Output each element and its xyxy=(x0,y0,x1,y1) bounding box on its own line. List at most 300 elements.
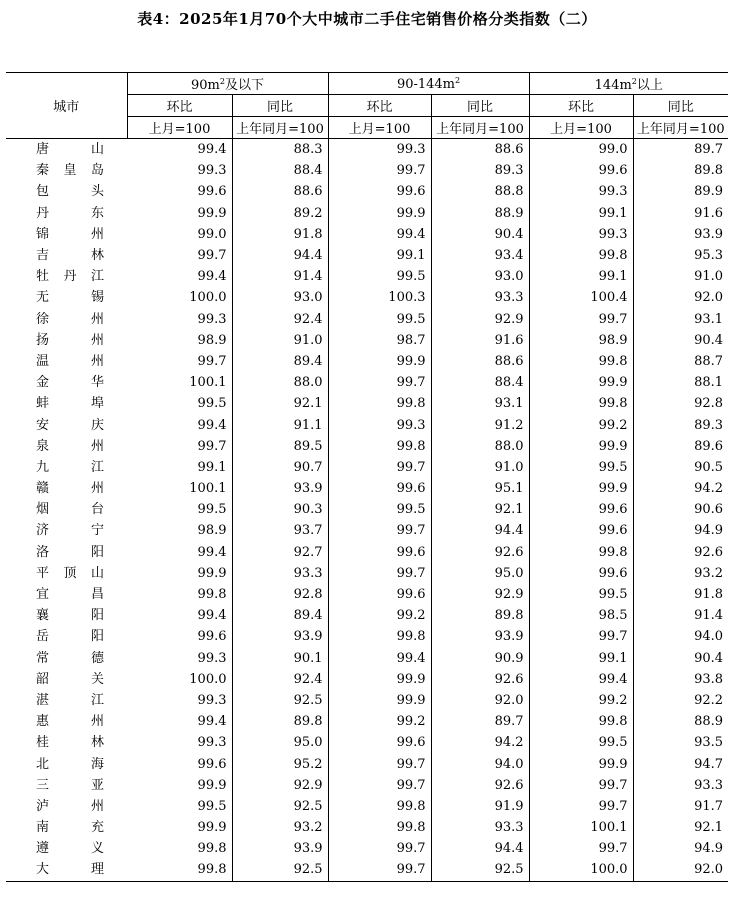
small-mom-value: 99.0 xyxy=(127,224,232,245)
city-name: 包头 xyxy=(36,184,104,200)
small-mom-value: 98.9 xyxy=(127,520,232,541)
large-yoy-value: 89.6 xyxy=(694,438,724,454)
small-mom-value: 98.9 xyxy=(127,330,232,351)
table-row xyxy=(6,309,728,330)
large-mom-value: 99.8 xyxy=(529,393,633,414)
large-yoy-value: 92.1 xyxy=(694,820,724,836)
large-yoy-value: 93.1 xyxy=(694,311,724,327)
small-mom-value: 99.3 xyxy=(127,160,232,181)
large-yoy-value: 92.0 xyxy=(633,859,728,881)
table-row xyxy=(6,224,728,245)
table-row xyxy=(6,669,728,690)
city-cell xyxy=(6,224,127,245)
table-row xyxy=(6,436,728,457)
large-yoy-value: 93.5 xyxy=(694,735,724,751)
medium-yoy-value: 88.6 xyxy=(431,139,529,161)
small-mom-value: 99.4 xyxy=(127,414,232,435)
small-mom-value: 99.9 xyxy=(127,563,232,584)
small-yoy-value: 90.3 xyxy=(232,499,328,520)
medium-mom-value: 99.8 xyxy=(328,436,431,457)
city-name: 安庆 xyxy=(36,417,104,433)
medium-yoy-value: 93.3 xyxy=(431,287,529,308)
large-mom-value: 99.8 xyxy=(529,351,633,372)
medium-mom-value: 99.5 xyxy=(328,499,431,520)
table-row xyxy=(6,139,728,161)
medium-mom-value: 99.2 xyxy=(328,711,431,732)
city-name: 平顶山 xyxy=(36,565,104,581)
medium-yoy-value: 92.5 xyxy=(431,859,529,881)
yoy-header: 同比 xyxy=(232,95,328,117)
city-name: 泸州 xyxy=(36,798,104,814)
table-row xyxy=(6,181,728,202)
large-yoy-value: 92.8 xyxy=(694,396,724,412)
table-row xyxy=(6,457,728,478)
small-mom-value: 99.4 xyxy=(127,542,232,563)
city-cell xyxy=(6,499,127,520)
city-cell xyxy=(6,266,127,287)
small-mom-value: 100.0 xyxy=(127,669,232,690)
medium-mom-value: 99.6 xyxy=(328,542,431,563)
small-yoy-value: 92.8 xyxy=(232,584,328,605)
yoy-base-header: 上年同月=100 xyxy=(633,117,728,139)
medium-mom-value: 99.9 xyxy=(328,203,431,224)
small-yoy-value: 90.1 xyxy=(232,648,328,669)
large-yoy-value: 94.9 xyxy=(694,841,724,857)
small-mom-value: 99.7 xyxy=(127,351,232,372)
small-yoy-value: 92.7 xyxy=(232,542,328,563)
medium-mom-value: 99.2 xyxy=(328,605,431,626)
large-yoy-value: 89.7 xyxy=(694,142,724,158)
city-name: 锦州 xyxy=(36,226,104,242)
large-yoy-value: 91.0 xyxy=(694,269,724,285)
large-yoy-value: 89.3 xyxy=(694,417,724,433)
city-cell xyxy=(6,520,127,541)
table-row xyxy=(6,287,728,308)
small-yoy-value: 89.4 xyxy=(232,605,328,626)
large-yoy-value: 91.8 xyxy=(694,587,724,603)
table-row xyxy=(6,605,728,626)
city-name: 三亚 xyxy=(36,777,104,793)
city-cell xyxy=(6,711,127,732)
medium-mom-value: 99.7 xyxy=(328,457,431,478)
city-name: 泉州 xyxy=(36,438,104,454)
city-name: 丹东 xyxy=(36,205,104,221)
medium-yoy-value: 95.1 xyxy=(431,478,529,499)
table-row xyxy=(6,266,728,287)
mom-base-header: 上月=100 xyxy=(529,117,633,139)
city-name: 桂林 xyxy=(36,735,104,751)
city-cell xyxy=(6,542,127,563)
city-name: 常德 xyxy=(36,650,104,666)
medium-mom-value: 99.7 xyxy=(328,753,431,774)
small-yoy-value: 91.1 xyxy=(232,414,328,435)
medium-yoy-value: 92.9 xyxy=(431,309,529,330)
city-name: 吉林 xyxy=(36,248,104,264)
small-yoy-value: 93.7 xyxy=(232,520,328,541)
small-mom-value: 99.9 xyxy=(127,203,232,224)
city-name: 宜昌 xyxy=(36,587,104,603)
city-cell xyxy=(6,478,127,499)
medium-yoy-value: 91.2 xyxy=(431,414,529,435)
large-yoy-value: 93.9 xyxy=(694,226,724,242)
medium-mom-value: 99.3 xyxy=(328,414,431,435)
medium-yoy-value: 94.4 xyxy=(431,838,529,859)
small-yoy-value: 93.3 xyxy=(232,563,328,584)
mom-header: 环比 xyxy=(328,95,431,117)
large-yoy-value: 94.7 xyxy=(694,756,724,772)
large-mom-value: 99.9 xyxy=(529,753,633,774)
small-yoy-value: 92.4 xyxy=(232,309,328,330)
city-name: 惠州 xyxy=(36,714,104,730)
medium-mom-value: 99.9 xyxy=(328,690,431,711)
yoy-header: 同比 xyxy=(633,95,728,117)
small-mom-value: 99.3 xyxy=(127,648,232,669)
large-mom-value: 100.0 xyxy=(529,859,633,881)
city-name: 九江 xyxy=(36,459,104,475)
city-name: 赣州 xyxy=(36,481,104,497)
table-row xyxy=(6,245,728,266)
small-mom-value: 99.8 xyxy=(127,584,232,605)
medium-mom-value: 99.7 xyxy=(328,160,431,181)
table-row xyxy=(6,414,728,435)
mom-base-header: 上月=100 xyxy=(328,117,431,139)
medium-yoy-value: 92.0 xyxy=(431,690,529,711)
medium-mom-value: 99.9 xyxy=(328,669,431,690)
city-cell xyxy=(6,584,127,605)
medium-mom-value: 99.8 xyxy=(328,626,431,647)
large-yoy-value: 89.8 xyxy=(694,163,724,179)
large-yoy-value: 90.4 xyxy=(694,650,724,666)
large-yoy-value: 90.6 xyxy=(694,502,724,518)
medium-yoy-value: 89.7 xyxy=(431,711,529,732)
large-mom-value: 99.6 xyxy=(529,499,633,520)
city-name: 金华 xyxy=(36,375,104,391)
table-row xyxy=(6,753,728,774)
table-body xyxy=(6,139,728,882)
city-name: 秦皇岛 xyxy=(36,163,104,179)
small-yoy-value: 93.9 xyxy=(232,838,328,859)
large-mom-value: 99.7 xyxy=(529,309,633,330)
medium-yoy-value: 88.9 xyxy=(431,203,529,224)
city-cell xyxy=(6,160,127,181)
city-cell xyxy=(6,753,127,774)
city-cell xyxy=(6,139,127,161)
small-yoy-value: 92.5 xyxy=(232,690,328,711)
table-row xyxy=(6,690,728,711)
small-mom-value: 99.4 xyxy=(127,139,232,161)
small-mom-value: 100.0 xyxy=(127,287,232,308)
medium-mom-value: 98.7 xyxy=(328,330,431,351)
small-mom-value: 99.8 xyxy=(127,859,232,881)
table-row xyxy=(6,859,728,881)
small-mom-value: 99.5 xyxy=(127,393,232,414)
medium-yoy-value: 90.9 xyxy=(431,648,529,669)
small-mom-value: 99.7 xyxy=(127,436,232,457)
medium-yoy-value: 94.2 xyxy=(431,732,529,753)
city-cell xyxy=(6,563,127,584)
city-cell xyxy=(6,796,127,817)
large-yoy-value: 92.2 xyxy=(694,692,724,708)
city-name: 北海 xyxy=(36,756,104,772)
small-mom-value: 100.1 xyxy=(127,478,232,499)
small-yoy-value: 89.8 xyxy=(232,711,328,732)
city-name: 洛阳 xyxy=(36,544,104,560)
medium-yoy-value: 94.4 xyxy=(431,520,529,541)
city-cell xyxy=(6,817,127,838)
large-mom-value: 100.1 xyxy=(529,817,633,838)
small-mom-value: 99.6 xyxy=(127,753,232,774)
small-yoy-value: 93.9 xyxy=(232,626,328,647)
large-mom-value: 99.1 xyxy=(529,266,633,287)
table-row xyxy=(6,648,728,669)
medium-yoy-value: 92.1 xyxy=(431,499,529,520)
small-mom-value: 99.4 xyxy=(127,266,232,287)
city-name: 温州 xyxy=(36,353,104,369)
city-cell xyxy=(6,287,127,308)
large-mom-value: 99.4 xyxy=(529,669,633,690)
large-mom-value: 99.1 xyxy=(529,203,633,224)
large-yoy-value: 90.4 xyxy=(694,332,724,348)
city-column-header: 城市 xyxy=(6,73,127,139)
large-mom-value: 99.7 xyxy=(529,838,633,859)
large-mom-value: 99.5 xyxy=(529,732,633,753)
medium-mom-value: 99.8 xyxy=(328,393,431,414)
large-yoy-value: 93.8 xyxy=(694,671,724,687)
small-yoy-value: 94.4 xyxy=(232,245,328,266)
small-yoy-value: 92.5 xyxy=(232,859,328,881)
medium-yoy-value: 89.3 xyxy=(431,160,529,181)
small-yoy-value: 92.1 xyxy=(232,393,328,414)
city-cell xyxy=(6,775,127,796)
small-mom-value: 99.5 xyxy=(127,796,232,817)
small-mom-value: 100.1 xyxy=(127,372,232,393)
large-yoy-value: 93.3 xyxy=(694,777,724,793)
medium-mom-value: 99.7 xyxy=(328,563,431,584)
table-row xyxy=(6,817,728,838)
large-yoy-value: 89.9 xyxy=(694,184,724,200)
mom-header: 环比 xyxy=(127,95,232,117)
mom-base-header: 上月=100 xyxy=(127,117,232,139)
city-cell xyxy=(6,838,127,859)
medium-mom-value: 99.1 xyxy=(328,245,431,266)
medium-mom-value: 99.7 xyxy=(328,838,431,859)
price-index-table xyxy=(6,72,728,882)
medium-yoy-value: 88.4 xyxy=(431,372,529,393)
large-mom-value: 99.8 xyxy=(529,542,633,563)
small-yoy-value: 93.0 xyxy=(232,287,328,308)
city-cell xyxy=(6,181,127,202)
medium-yoy-value: 95.0 xyxy=(431,563,529,584)
city-name: 大理 xyxy=(36,862,104,878)
small-yoy-value: 95.2 xyxy=(232,753,328,774)
medium-mom-value: 99.7 xyxy=(328,775,431,796)
small-mom-value: 99.7 xyxy=(127,245,232,266)
large-yoy-value: 88.7 xyxy=(694,353,724,369)
table-row xyxy=(6,775,728,796)
medium-mom-value: 99.7 xyxy=(328,520,431,541)
city-name: 烟台 xyxy=(36,502,104,518)
large-mom-value: 99.8 xyxy=(529,245,633,266)
city-cell xyxy=(6,330,127,351)
large-mom-value: 99.3 xyxy=(529,181,633,202)
city-cell xyxy=(6,457,127,478)
large-mom-value: 99.7 xyxy=(529,775,633,796)
table-row xyxy=(6,563,728,584)
medium-yoy-value: 89.8 xyxy=(431,605,529,626)
large-mom-value: 100.4 xyxy=(529,287,633,308)
city-name: 襄阳 xyxy=(36,608,104,624)
large-mom-value: 99.6 xyxy=(529,563,633,584)
city-cell xyxy=(6,669,127,690)
large-yoy-value: 88.9 xyxy=(694,714,724,730)
medium-yoy-value: 88.6 xyxy=(431,351,529,372)
large-mom-value: 99.9 xyxy=(529,478,633,499)
small-mom-value: 99.3 xyxy=(127,309,232,330)
medium-yoy-value: 88.8 xyxy=(431,181,529,202)
medium-yoy-value: 93.0 xyxy=(431,266,529,287)
small-yoy-value: 95.0 xyxy=(232,732,328,753)
large-mom-value: 99.5 xyxy=(529,584,633,605)
small-yoy-value: 89.5 xyxy=(232,436,328,457)
medium-yoy-value: 88.0 xyxy=(431,436,529,457)
small-mom-value: 99.3 xyxy=(127,690,232,711)
city-name: 徐州 xyxy=(36,311,104,327)
table-row xyxy=(6,584,728,605)
small-yoy-value: 88.6 xyxy=(232,181,328,202)
medium-mom-value: 99.6 xyxy=(328,478,431,499)
small-yoy-value: 93.9 xyxy=(232,478,328,499)
city-cell xyxy=(6,309,127,330)
medium-yoy-value: 93.1 xyxy=(431,393,529,414)
table-row xyxy=(6,393,728,414)
table-row xyxy=(6,330,728,351)
medium-yoy-value: 93.9 xyxy=(431,626,529,647)
medium-yoy-value: 92.6 xyxy=(431,669,529,690)
large-mom-value: 99.8 xyxy=(529,711,633,732)
city-cell xyxy=(6,351,127,372)
medium-mom-value: 99.7 xyxy=(328,859,431,881)
large-yoy-value: 92.6 xyxy=(694,544,724,560)
mom-header: 环比 xyxy=(529,95,633,117)
large-yoy-value: 94.0 xyxy=(694,629,724,645)
yoy-base-header: 上年同月=100 xyxy=(232,117,328,139)
small-yoy-value: 92.5 xyxy=(232,796,328,817)
city-name: 牡丹江 xyxy=(36,269,104,285)
medium-yoy-value: 90.4 xyxy=(431,224,529,245)
table-row xyxy=(6,711,728,732)
city-cell xyxy=(6,732,127,753)
large-yoy-value: 94.9 xyxy=(694,523,724,539)
medium-yoy-value: 91.0 xyxy=(431,457,529,478)
large-mom-value: 99.7 xyxy=(529,626,633,647)
table-row xyxy=(6,372,728,393)
large-mom-value: 99.9 xyxy=(529,436,633,457)
large-yoy-value: 95.3 xyxy=(694,248,724,264)
small-yoy-value: 89.4 xyxy=(232,351,328,372)
group-header-small: $90m^2$及以下 xyxy=(127,73,328,95)
small-mom-value: 99.6 xyxy=(127,181,232,202)
small-mom-value: 99.1 xyxy=(127,457,232,478)
small-mom-value: 99.9 xyxy=(127,775,232,796)
city-cell xyxy=(6,436,127,457)
city-cell xyxy=(6,648,127,669)
small-yoy-value: 91.0 xyxy=(232,330,328,351)
table-row xyxy=(6,478,728,499)
large-yoy-value: 91.6 xyxy=(694,205,724,221)
table-row xyxy=(6,499,728,520)
large-mom-value: 98.5 xyxy=(529,605,633,626)
medium-yoy-value: 93.4 xyxy=(431,245,529,266)
page-title: 表4：2025年1月70个大中城市二手住宅销售价格分类指数（二） xyxy=(137,10,597,28)
large-mom-value: 99.6 xyxy=(529,520,633,541)
table-row xyxy=(6,520,728,541)
yoy-base-header: 上年同月=100 xyxy=(431,117,529,139)
city-name: 韶关 xyxy=(36,671,104,687)
medium-yoy-value: 92.9 xyxy=(431,584,529,605)
large-yoy-value: 94.2 xyxy=(694,481,724,497)
city-name: 扬州 xyxy=(36,332,104,348)
table-row xyxy=(6,203,728,224)
medium-mom-value: 99.6 xyxy=(328,584,431,605)
city-name: 济宁 xyxy=(36,523,104,539)
large-mom-value: 98.9 xyxy=(529,330,633,351)
large-mom-value: 99.1 xyxy=(529,648,633,669)
large-yoy-value: 91.4 xyxy=(694,608,724,624)
large-yoy-value: 90.5 xyxy=(694,459,724,475)
city-name: 岳阳 xyxy=(36,629,104,645)
medium-mom-value: 99.5 xyxy=(328,309,431,330)
small-yoy-value: 88.3 xyxy=(232,139,328,161)
city-name: 无锡 xyxy=(36,290,104,306)
table-row xyxy=(6,732,728,753)
city-name: 遵义 xyxy=(36,841,104,857)
city-cell xyxy=(6,690,127,711)
large-mom-value: 99.7 xyxy=(529,796,633,817)
small-yoy-value: 91.4 xyxy=(232,266,328,287)
yoy-header: 同比 xyxy=(431,95,529,117)
large-mom-value: 99.5 xyxy=(529,457,633,478)
medium-mom-value: 99.9 xyxy=(328,351,431,372)
medium-mom-value: 99.8 xyxy=(328,796,431,817)
city-name: 湛江 xyxy=(36,692,104,708)
medium-mom-value: 99.8 xyxy=(328,817,431,838)
small-mom-value: 99.8 xyxy=(127,838,232,859)
city-cell xyxy=(6,393,127,414)
small-mom-value: 99.4 xyxy=(127,711,232,732)
table-row xyxy=(6,838,728,859)
table-row xyxy=(6,796,728,817)
large-mom-value: 99.6 xyxy=(529,160,633,181)
large-mom-value: 99.9 xyxy=(529,372,633,393)
large-yoy-value: 88.1 xyxy=(694,375,724,391)
city-cell xyxy=(6,414,127,435)
small-mom-value: 99.3 xyxy=(127,732,232,753)
medium-mom-value: 99.6 xyxy=(328,732,431,753)
city-cell xyxy=(6,859,127,881)
medium-yoy-value: 91.6 xyxy=(431,330,529,351)
medium-mom-value: 99.7 xyxy=(328,372,431,393)
large-mom-value: 99.2 xyxy=(529,414,633,435)
medium-mom-value: 99.5 xyxy=(328,266,431,287)
medium-mom-value: 99.4 xyxy=(328,648,431,669)
small-yoy-value: 91.8 xyxy=(232,224,328,245)
city-name: 唐山 xyxy=(36,142,104,158)
large-yoy-value: 93.2 xyxy=(694,565,724,581)
table-row xyxy=(6,626,728,647)
table-row xyxy=(6,351,728,372)
large-mom-value: 99.3 xyxy=(529,224,633,245)
city-cell xyxy=(6,203,127,224)
